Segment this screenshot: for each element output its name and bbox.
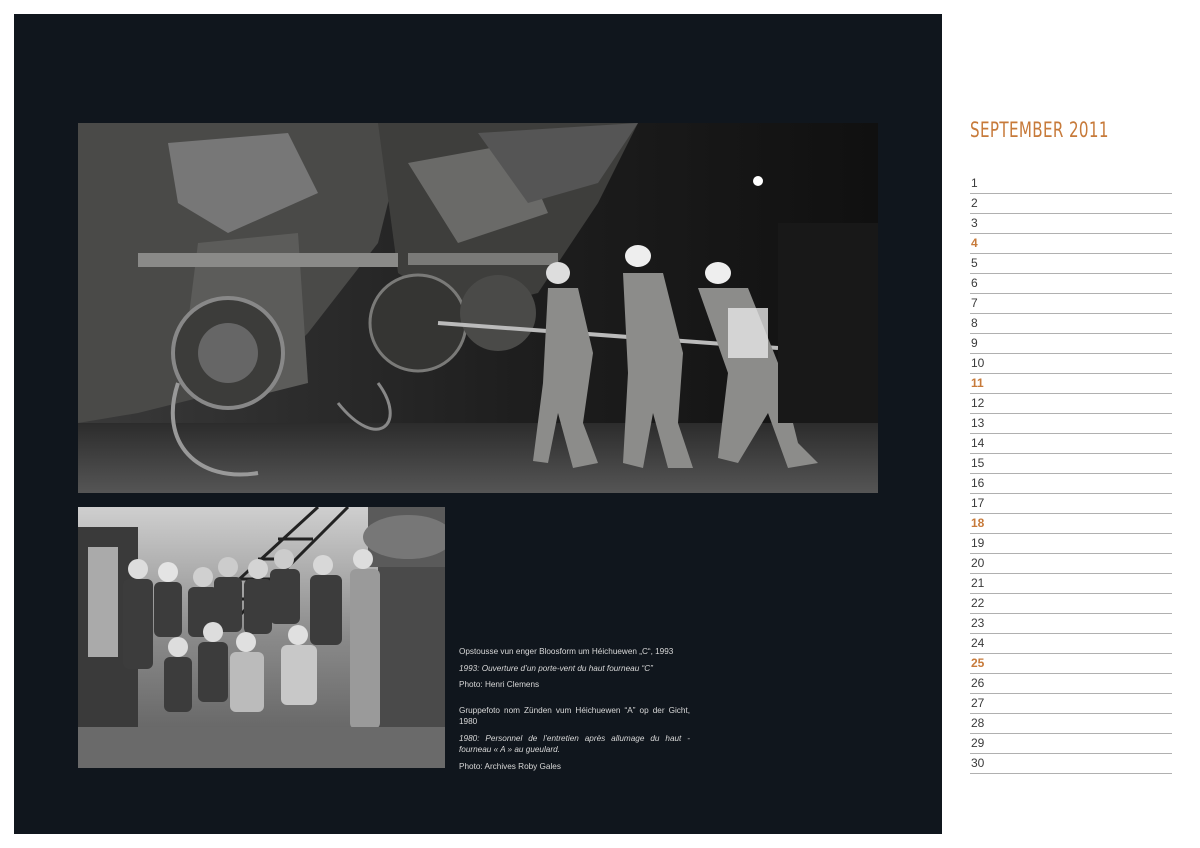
day-row: 15 <box>970 454 1172 474</box>
day-row: 12 <box>970 394 1172 414</box>
day-row: 23 <box>970 614 1172 634</box>
day-row: 2 <box>970 194 1172 214</box>
day-row: 8 <box>970 314 1172 334</box>
day-row: 9 <box>970 334 1172 354</box>
day-row: 27 <box>970 694 1172 714</box>
day-row: 6 <box>970 274 1172 294</box>
photo-captions <box>459 646 690 777</box>
day-row: 28 <box>970 714 1172 734</box>
day-row: 13 <box>970 414 1172 434</box>
caption-photo2-credit: Photo: Archives Roby Gales <box>459 761 561 771</box>
day-row: 21 <box>970 574 1172 594</box>
caption-photo1-credit: Photo: Henri Clemens <box>459 680 540 689</box>
day-row: 29 <box>970 734 1172 754</box>
day-row: 16 <box>970 474 1172 494</box>
day-row: 5 <box>970 254 1172 274</box>
day-row: 7 <box>970 294 1172 314</box>
day-row: 30 <box>970 754 1172 774</box>
day-row: 14 <box>970 434 1172 454</box>
day-row: 10 <box>970 354 1172 374</box>
day-row: 11 <box>970 374 1172 394</box>
day-row: 22 <box>970 594 1172 614</box>
caption-photo2-fr: 1980: Personnel de l’entretien après allumage du haut - fourneau « A » au gueulard. <box>459 733 690 754</box>
caption-photo1-lux: Opstousse vun enger Bloosform um Héichuewen „C“, 1993 <box>459 647 674 656</box>
day-row: 26 <box>970 674 1172 694</box>
caption-photo1-fr: 1993: Ouverture d’un porte-vent du haut fourneau “C” <box>459 663 653 673</box>
day-row: 3 <box>970 214 1172 234</box>
day-row: 24 <box>970 634 1172 654</box>
day-row: 4 <box>970 234 1172 254</box>
day-row: 19 <box>970 534 1172 554</box>
day-row: 25 <box>970 654 1172 674</box>
day-row: 1 <box>970 174 1172 194</box>
day-row: 17 <box>970 494 1172 514</box>
caption-photo2-lux: Gruppefoto nom Zünden vum Héichuewen “A” op der Gicht, 1980 <box>459 705 690 726</box>
furnace-workers-photo <box>78 123 878 493</box>
month-title: SEPTEMBER 2011 <box>970 118 1109 142</box>
group-workers-photo <box>78 507 445 768</box>
day-list <box>970 174 1172 774</box>
day-row: 18 <box>970 514 1172 534</box>
day-row: 20 <box>970 554 1172 574</box>
